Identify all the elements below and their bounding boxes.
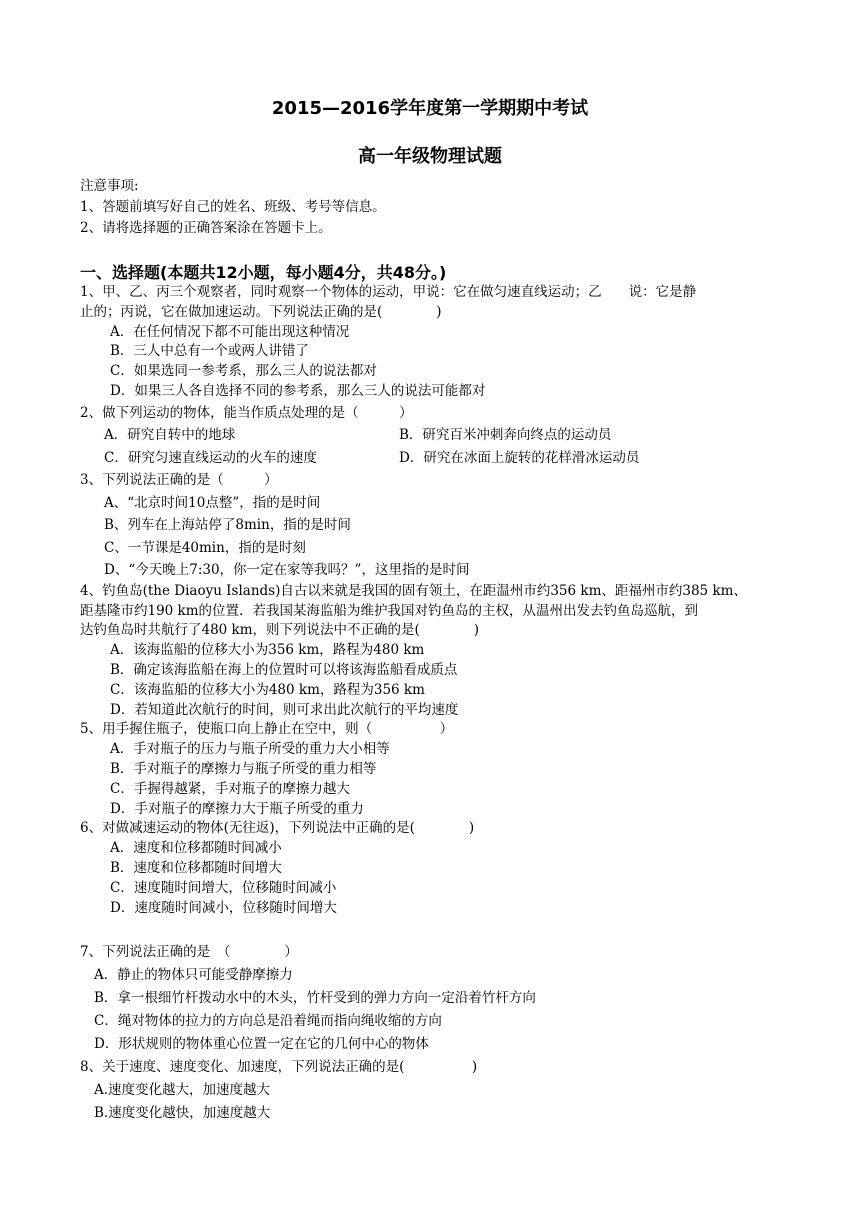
notes-item: 1、答题前填写好自己的姓名、班级、考号等信息。 (80, 199, 386, 215)
question-stem: 达钓鱼岛时共航行了480 km，则下列说法中不正确的是( ) (80, 622, 480, 639)
option-b: B．研究百米冲刺奔向终点的运动员 (399, 427, 612, 444)
question-2 (80, 402, 780, 470)
option-d: D．速度随时间减小，位移随时间增大 (110, 899, 337, 916)
option-c: C．速度随时间增大，位移随时间减小 (110, 879, 337, 896)
option-d: D、“今天晚上7:30，你一定在家等我吗？”，这里指的是时间 (104, 562, 470, 579)
question-stem: 6、对做减速运动的物体(无往返)，下列说法中正确的是( ) (80, 820, 475, 837)
option-c: C．该海监船的位移大小为480 km，路程为356 km (110, 681, 425, 698)
question-stem: 5、用手握住瓶子，使瓶口向上静止在空中，则（ ） (80, 721, 454, 738)
question-8 (80, 1056, 780, 1125)
option-d: D．若知道此次航行的时间，则可求出此次航行的平均速度 (110, 701, 459, 718)
option-b: B．拿一根细竹杆拨动水中的木头，竹杆受到的弹力方向一定沿着竹杆方向 (94, 990, 536, 1007)
option-c: C．如果选同一参考系，那么三人的说法都对 (110, 363, 377, 380)
question-stem: 4、钓鱼岛(the Diaoyu Islands)自古以来就是我国的固有领土，在距温州市约356 km、距福州市约385 km、 (80, 582, 747, 599)
option-d: D．研究在冰面上旋转的花样滑冰运动员 (399, 449, 640, 466)
option-d: D．如果三人各自选择不同的参考系，那么三人的说法可能都对 (110, 382, 486, 399)
question-stem: 止的；丙说，它在做加速运动。下列说法正确的是( ) (80, 303, 442, 320)
option-a: A．该海监船的位移大小为356 km，路程为480 km (110, 642, 425, 659)
question-stem: 8、关于速度、速度变化、加速度，下列说法正确的是( ) (80, 1059, 478, 1076)
notes-heading: 注意事项: (80, 178, 139, 194)
notes-block (80, 176, 386, 239)
option-b: B．速度和位移都随时间增大 (110, 859, 282, 876)
section-heading: 一、选择题(本题共12小题，每小题4分，共48分。) (80, 263, 447, 282)
option-a: A．静止的物体只可能受静摩擦力 (94, 967, 293, 984)
option-b: B．手对瓶子的摩擦力与瓶子所受的重力相等 (110, 760, 377, 777)
question-stem: 1、甲、乙、丙三个观察者，同时观察一个物体的运动，甲说：它在做匀速直线运动；乙 说：它是静 (80, 284, 697, 300)
option-c: C、一节课是40min，指的是时刻 (104, 539, 306, 556)
question-stem: 距基隆市约190 km的位置．若我国某海监船为维护我国对钓鱼岛的主权，从温州出发去钓鱼岛巡航，到 (80, 602, 699, 619)
question-5 (80, 720, 780, 819)
option-c: C．手握得越紧，手对瓶子的摩擦力越大 (110, 780, 350, 797)
option-a: A．速度和位移都随时间减小 (110, 840, 282, 857)
option-a: A.速度变化越大，加速度越大 (94, 1082, 271, 1099)
option-b: B、列车在上海站停了8min，指的是时间 (104, 517, 351, 534)
question-6 (80, 819, 780, 918)
question-list (80, 283, 780, 1125)
question-1 (80, 283, 780, 402)
option-b: B.速度变化越快，加速度越大 (94, 1105, 271, 1122)
question-stem: 7、下列说法正确的是 （ ） (80, 944, 298, 961)
option-a: A．研究自转中的地球 (104, 427, 236, 444)
question-3 (80, 469, 780, 582)
option-c: C．研究匀速直线运动的火车的速度 (104, 449, 317, 466)
option-a: A．手对瓶子的压力与瓶子所受的重力大小相等 (110, 741, 390, 758)
option-b: B．三人中总有一个或两人讲错了 (110, 343, 309, 360)
option-a: A．在任何情况下都不可能出现这种情况 (110, 323, 350, 340)
notes-item: 2、请将选择题的正确答案涂在答题卡上。 (80, 220, 332, 236)
option-d: D．形状规则的物体重心位置一定在它的几何中心的物体 (94, 1036, 429, 1053)
blank-space (80, 918, 780, 941)
exam-title: 2015—2016学年度第一学期期中考试 (271, 98, 589, 119)
option-b: B．确定该海监船在海上的位置时可以将该海监船看成质点 (110, 661, 458, 678)
question-stem: 2、做下列运动的物体，能当作质点处理的是（ ） (80, 404, 413, 421)
question-7 (80, 941, 780, 1056)
option-row (80, 447, 780, 470)
option-row (80, 424, 780, 447)
option-a: A、“北京时间10点整”，指的是时间 (104, 494, 321, 511)
option-c: C．绳对物体的拉力的方向总是沿着绳而指向绳收缩的方向 (94, 1013, 442, 1030)
exam-subtitle: 高一年级物理试题 (358, 146, 502, 167)
question-4 (80, 582, 780, 721)
question-stem: 3、下列说法正确的是（ ） (80, 472, 278, 489)
option-d: D．手对瓶子的摩擦力大于瓶子所受的重力 (110, 800, 364, 817)
